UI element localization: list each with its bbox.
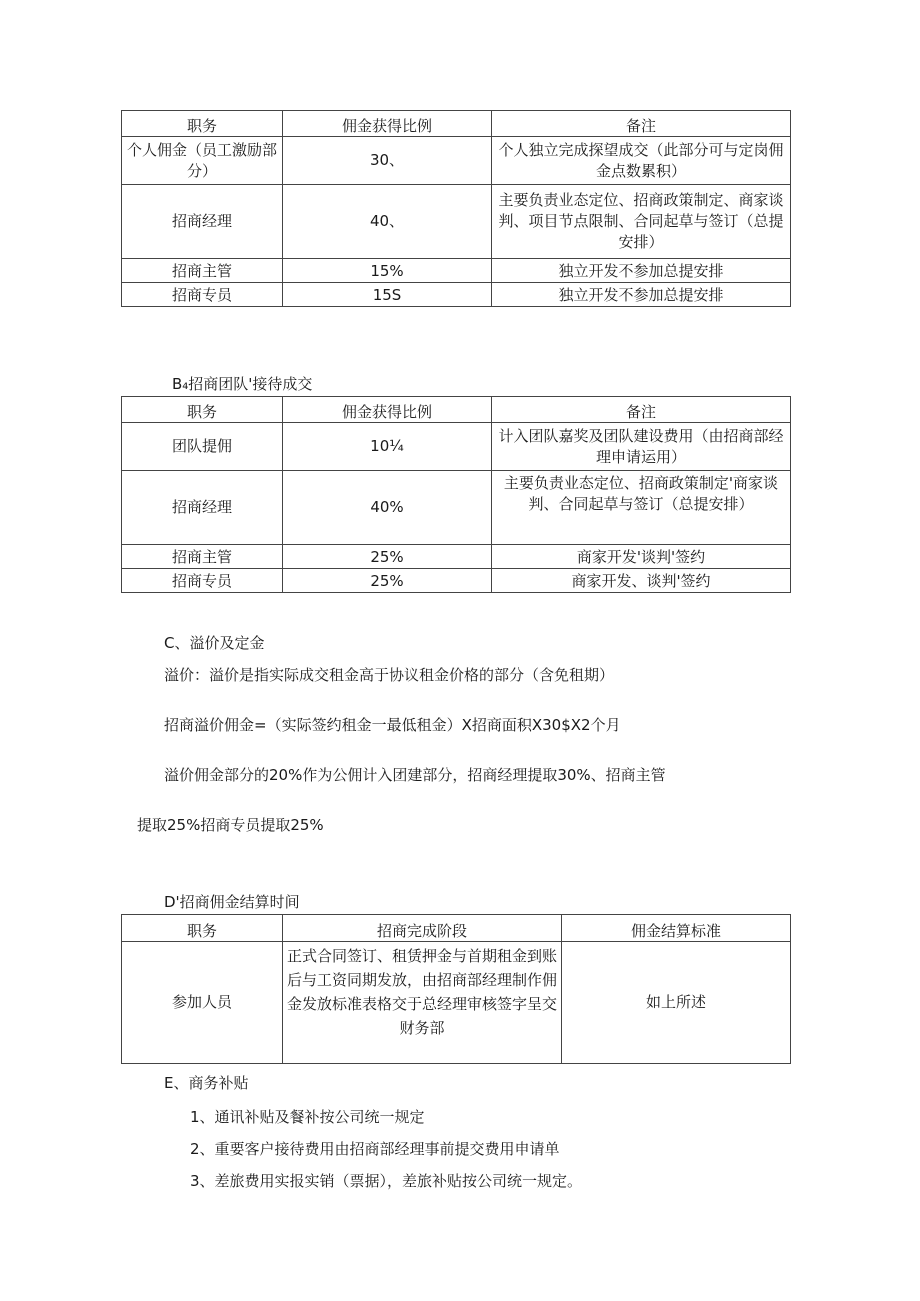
ratio-cell: 40、 <box>283 185 492 259</box>
section-b-title: B₄招商团队'接待成交 <box>172 375 313 393</box>
note-cell: 主要负责业态定位、招商政策制定、商家谈判、项目节点限制、合同起草与签订（总提安排） <box>492 185 791 259</box>
section-d-title: D'招商佣金结算时间 <box>164 893 300 911</box>
premium-distribution-line1: 溢价佣金部分的20%作为公佣计入团建部分，招商经理提取30%、招商主管 <box>164 766 666 784</box>
ratio-cell: 10¼ <box>283 423 492 471</box>
section-c-title: C、溢价及定金 <box>164 634 265 652</box>
header-note: 备注 <box>492 397 791 423</box>
header-ratio: 佣金获得比例 <box>283 111 492 137</box>
table-row <box>122 471 791 545</box>
list-item: 2、重要客户接待费用由招商部经理事前提交费用申请单 <box>190 1140 560 1158</box>
header-role: 职务 <box>122 397 283 423</box>
ratio-cell: 25% <box>283 545 492 569</box>
stage-cell: 正式合同签订、租赁押金与首期租金到账后与工资同期发放，由招商部经理制作佣金发放标准表格交于总经理审核签字呈交财务部 <box>283 942 562 1064</box>
table-row <box>122 942 791 1064</box>
note-cell: 商家开发'谈判'签约 <box>492 545 791 569</box>
table-row <box>122 423 791 471</box>
role-cell: 个人佣金（员工激励部分） <box>122 137 283 185</box>
role-cell: 招商主管 <box>122 545 283 569</box>
ratio-cell: 25% <box>283 569 492 593</box>
ratio-cell: 15% <box>283 259 492 283</box>
list-item: 3、差旅费用实报实销（票据），差旅补贴按公司统一规定。 <box>190 1172 583 1190</box>
table-row <box>122 185 791 259</box>
ratio-cell: 15S <box>283 283 492 307</box>
header-stage: 招商完成阶段 <box>283 915 562 942</box>
role-cell: 参加人员 <box>122 942 283 1064</box>
settlement-table <box>121 914 791 1064</box>
premium-distribution-line2: 提取25%招商专员提取25% <box>137 816 324 834</box>
commission-table-a <box>121 110 791 307</box>
premium-formula: 招商溢价佣金=（实际签约租金一最低租金）X招商面积X30$X2个月 <box>164 716 621 734</box>
premium-definition: 溢价：溢价是指实际成交租金高于协议租金价格的部分（含免租期） <box>164 666 615 684</box>
list-item: 1、通讯补贴及餐补按公司统一规定 <box>190 1108 425 1126</box>
note-cell: 独立开发不参加总提安排 <box>492 259 791 283</box>
ratio-cell: 40% <box>283 471 492 545</box>
header-role: 职务 <box>122 915 283 942</box>
role-cell: 招商专员 <box>122 283 283 307</box>
note-cell: 计入团队嘉奖及团队建设费用（由招商部经理申请运用） <box>492 423 791 471</box>
role-cell: 招商主管 <box>122 259 283 283</box>
standard-cell: 如上所述 <box>562 942 791 1064</box>
section-e-title: E、商务补贴 <box>164 1074 249 1092</box>
header-ratio: 佣金获得比例 <box>283 397 492 423</box>
note-cell: 商家开发、谈判'签约 <box>492 569 791 593</box>
table-row <box>122 283 791 307</box>
role-cell: 招商专员 <box>122 569 283 593</box>
note-cell: 主要负责业态定位、招商政策制定'商家谈判、合同起草与签订（总提安排） <box>492 471 791 545</box>
commission-table-b <box>121 396 791 593</box>
note-cell: 独立开发不参加总提安排 <box>492 283 791 307</box>
header-note: 备注 <box>492 111 791 137</box>
role-cell: 招商经理 <box>122 185 283 259</box>
table-row <box>122 137 791 185</box>
role-cell: 招商经理 <box>122 471 283 545</box>
table-row <box>122 569 791 593</box>
note-cell: 个人独立完成探望成交（此部分可与定岗佣金点数累积） <box>492 137 791 185</box>
table-row <box>122 545 791 569</box>
role-cell: 团队提佣 <box>122 423 283 471</box>
header-role: 职务 <box>122 111 283 137</box>
table-row <box>122 259 791 283</box>
ratio-cell: 30、 <box>283 137 492 185</box>
header-standard: 佣金结算标准 <box>562 915 791 942</box>
